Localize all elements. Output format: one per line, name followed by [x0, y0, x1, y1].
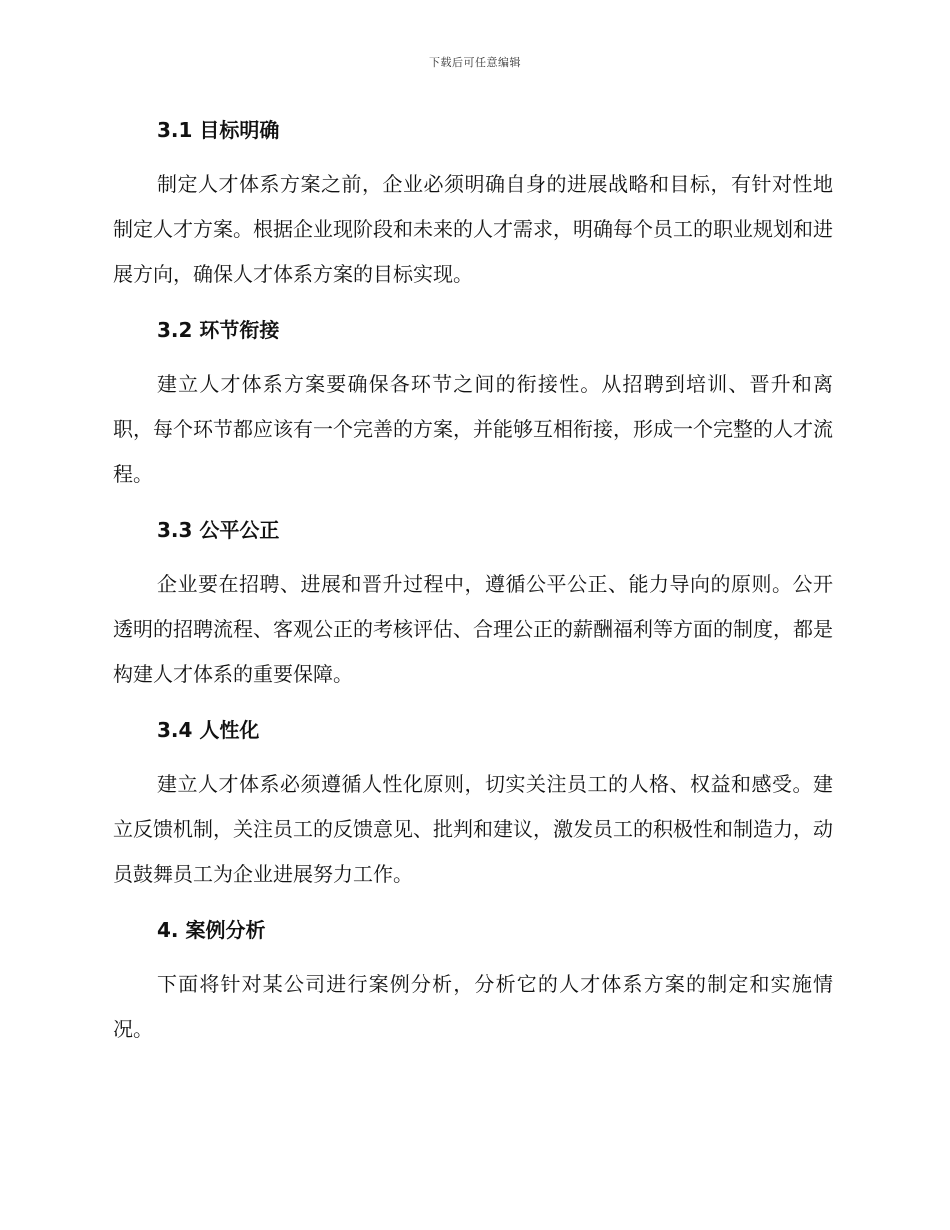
section-heading: 3.1 目标明确: [157, 118, 280, 142]
section-3-1: [113, 110, 833, 297]
section-3-2: [113, 310, 833, 497]
section-heading: 3.4 人性化: [157, 718, 260, 742]
section-3-3: [113, 510, 833, 697]
section-paragraph: 制定人才体系方案之前，企业必须明确自身的进展战略和目标，有针对性地制定人才方案。根据企业现阶段和未来的人才需求，明确每个员工的职业规划和进展方向，确保人才体系方案的目标实现。: [113, 172, 833, 286]
section-heading: 3.2 环节衔接: [157, 318, 280, 342]
page-header: 下载后可任意编辑: [429, 56, 521, 69]
section-paragraph: 建立人才体系方案要确保各环节之间的衔接性。从招聘到培训、晋升和离职，每个环节都应该有一个完善的方案，并能够互相衔接，形成一个完整的人才流程。: [113, 372, 833, 486]
document-body: [113, 110, 833, 1052]
section-3-4: [113, 710, 833, 897]
section-4: [113, 910, 833, 1052]
section-paragraph: 企业要在招聘、进展和晋升过程中，遵循公平公正、能力导向的原则。公开透明的招聘流程、客观公正的考核评估、合理公正的薪酬福利等方面的制度，都是构建人才体系的重要保障。: [113, 572, 833, 686]
section-paragraph: 下面将针对某公司进行案例分析，分析它的人才体系方案的制定和实施情况。: [113, 972, 833, 1041]
section-paragraph: 建立人才体系必须遵循人性化原则，切实关注员工的人格、权益和感受。建立反馈机制，关注员工的反馈意见、批判和建议，激发员工的积极性和制造力，动员鼓舞员工为企业进展努力工作。: [113, 772, 833, 886]
section-heading: 3.3 公平公正: [157, 518, 280, 542]
section-heading: 4. 案例分析: [157, 918, 266, 942]
